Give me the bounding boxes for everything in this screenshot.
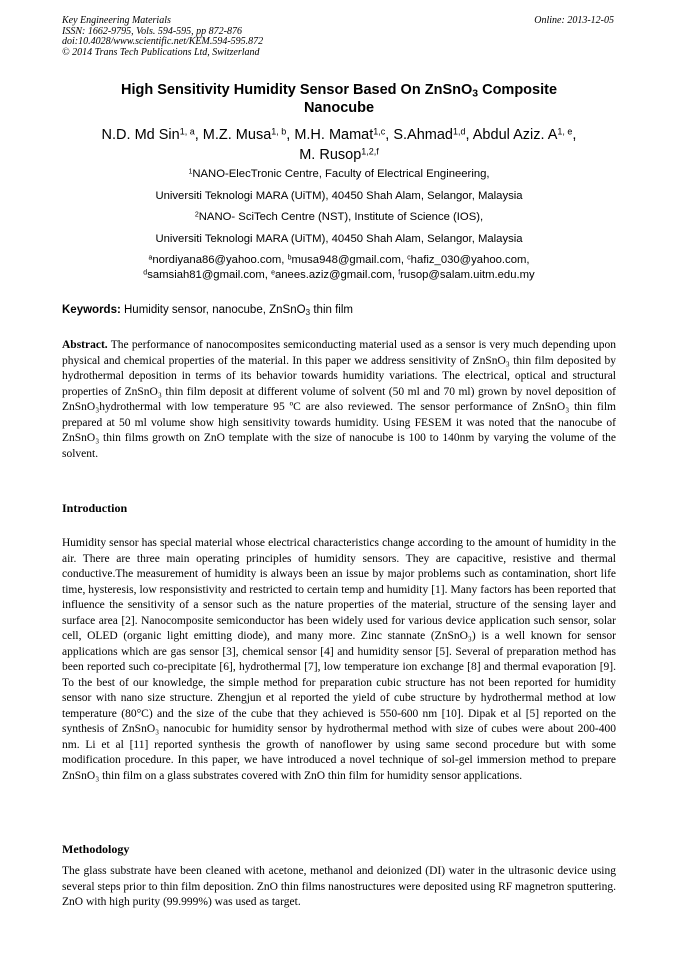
email-address: musa948@gmail.com, bbox=[291, 254, 408, 266]
affiliation-2-line1 bbox=[62, 210, 616, 224]
affiliation-text: NANO-ElecTronic Centre, Faculty of Electrical Engineering, bbox=[192, 168, 490, 180]
email-address: samsiah81@gmail.com, bbox=[147, 269, 272, 281]
doi-line: doi:10.4028/www.scientific.net/KEM.594-595.872 bbox=[62, 36, 264, 47]
affiliation-number: 2 bbox=[194, 211, 199, 219]
title-subscript: 3 bbox=[472, 88, 479, 100]
journal-name: Key Engineering Materials bbox=[62, 15, 171, 26]
email-address: anees.aziz@gmail.com, bbox=[274, 269, 399, 281]
email-marker: d bbox=[143, 269, 148, 277]
email-address: hafiz_030@yahoo.com, bbox=[410, 254, 530, 266]
email-marker: a bbox=[148, 254, 153, 262]
keywords-label: Keywords: bbox=[62, 304, 121, 316]
author-affil: 1, a bbox=[179, 126, 195, 137]
title-part1: High Sensitivity Humidity Sensor Based On ZnSnO bbox=[120, 82, 473, 98]
email-line-1 bbox=[62, 253, 616, 267]
abstract-label: Abstract. bbox=[62, 339, 108, 351]
keywords-line bbox=[62, 303, 353, 317]
paper-title bbox=[62, 82, 616, 117]
email-marker: f bbox=[398, 269, 401, 277]
email-address: rusop@salam.uitm.edu.my bbox=[400, 269, 535, 281]
keywords-subscript: 3 bbox=[305, 307, 311, 317]
email-line-2 bbox=[62, 268, 616, 282]
affiliation-number: 1 bbox=[188, 168, 193, 176]
affiliation-1-line1 bbox=[62, 167, 616, 181]
email-marker: c bbox=[407, 254, 411, 262]
author-affil: 1, b bbox=[271, 126, 287, 137]
author-affil: 1, e bbox=[557, 126, 573, 137]
affiliation-2-line2: Universiti Teknologi MARA (UiTM), 40450 Shah Alam, Selangor, Malaysia bbox=[155, 233, 523, 245]
title-part2: Composite bbox=[478, 82, 558, 98]
online-date: Online: 2013-12-05 bbox=[534, 15, 614, 26]
author-affil: 1,c bbox=[373, 126, 386, 137]
author-name: S.Ahmad bbox=[393, 127, 453, 143]
introduction-heading: Introduction bbox=[62, 501, 128, 515]
author-name: M.Z. Musa bbox=[202, 127, 272, 143]
title-line2: Nanocube bbox=[303, 99, 375, 116]
methodology-heading: Methodology bbox=[62, 842, 130, 856]
author-name: M. Rusop bbox=[299, 147, 362, 163]
email-address: nordiyana86@yahoo.com, bbox=[152, 254, 288, 266]
author-affil: 1,2,f bbox=[361, 146, 379, 157]
abstract-paragraph bbox=[62, 338, 616, 462]
author-name: M.H. Mamat bbox=[294, 127, 374, 143]
email-marker: e bbox=[271, 269, 275, 277]
abstract-text: The performance of nanocomposites semiconducting material used as a sensor is very much depending upon physical and chemical properties of the material. In this paper we address sensitivity of ZnSnO₃ thin film deposited by hydrothermal deposition in terms of its behavior towards humidity variations. The electrical, optical and structural properties of ZnSnO₃ thin film deposit at different volume of solvent (50 ml and 70 ml) grown by novel deposition of ZnSnO₃hydrothermal with low temperature 95 ºC are also reviewed. The sensor performance of ZnSnO₃ thin film prepared at 50 ml volume show high sensitivity towards humidity. Using FESEM it was noted that the nanocube of ZnSnO₃ thin films growth on ZnO template with the size of nanocube is 100 to 140nm by varying the volume of the solvent. bbox=[62, 339, 616, 460]
journal-header bbox=[62, 16, 263, 58]
email-marker: b bbox=[287, 254, 292, 262]
issn-line: ISSN: 1662-9795, Vols. 594-595, pp 872-876 bbox=[62, 25, 242, 37]
keywords-text-end: thin film bbox=[310, 304, 353, 316]
author-name: Abdul Aziz. A bbox=[472, 127, 558, 143]
introduction-paragraph: Humidity sensor has special material whose electrical characteristics change according to the amount of humidity in the air. There are three main operating principles of humidity sensors. They are capacitive, resistive and thermal conductive.The measurement of humidity is always been an issue by major problems such as contamination, short life time, hysteresis, low responsistivity and restricted to certain temp and humidity [1]. Many factors has been reported that influence the sensitivity of a sensor such as the nature properties of the material, structure of the sensing layer and surface area [2]. Nanocomposite semiconductor has been widely used for various device application such sensor, solar cell, OLED (organic light emitting diode), and many more. Zinc stannate (ZnSnO₃) is a well known for sensor applications which are gas sensor [3], chemical sensor [4] and humidity sensor [5]. Several of preparation method has been reported such co-precipitate [6], hydrothermal [7], low temperature ion exchange [8] and thermal evaporation [9]. To the best of our knowledge, the simple method for preparation cubic structure has not been reported for humidity sensor with nano size structure. Zhengjun et al reported the yield of cube structure by hydrothermal method at low temperature (80°C) and the size of the cube that they achieved is 550-600 nm [10]. Dipak et al [5] reported on the synthesis of ZnSnO₃ nanocubic for humidity sensor by hydrothermal method with size of cubes were about 200-400 nm. Li et al [11] reported synthesis the growth of nanoflower by using same second procedure but with some modification procedure. In this paper, we have introduced a novel technique of sol-gel immersion method to prepare ZnSnO₃ thin film on a glass substrates covered with ZnO thin film for humidity sensor applications. bbox=[62, 537, 616, 782]
keywords-text: Humidity sensor, nanocube, ZnSnO bbox=[120, 304, 306, 316]
author-name: N.D. Md Sin bbox=[101, 127, 180, 143]
affiliation-text: NANO- SciTech Centre (NST), Institute of Science (IOS), bbox=[198, 211, 484, 223]
methodology-paragraph: The glass substrate have been cleaned with acetone, methanol and deionized (DI) water in the ultrasonic device using several steps prior to thin film deposition. ZnO thin films nanostructures were deposited using RF magnetron sputtering. ZnO with high purity (99.999%) was used as target. bbox=[62, 865, 616, 908]
author-affil: 1,d bbox=[453, 126, 466, 137]
affiliation-1-line2: Universiti Teknologi MARA (UiTM), 40450 Shah Alam, Selangor, Malaysia bbox=[155, 190, 523, 202]
author-list: N.D. Md Sin$^{1, a}$, M.Z. Musa$^{1, b}$, M.H. Mamat$^{1,c}$, S.Ahmad$^{1,d}$, Abdul Aziz. A$^{1, e}$, M. Rusop$^{1,2,f}$ bbox=[101, 126, 577, 163]
copyright-line: © 2014 Trans Tech Publications Ltd, Switzerland bbox=[62, 46, 260, 58]
